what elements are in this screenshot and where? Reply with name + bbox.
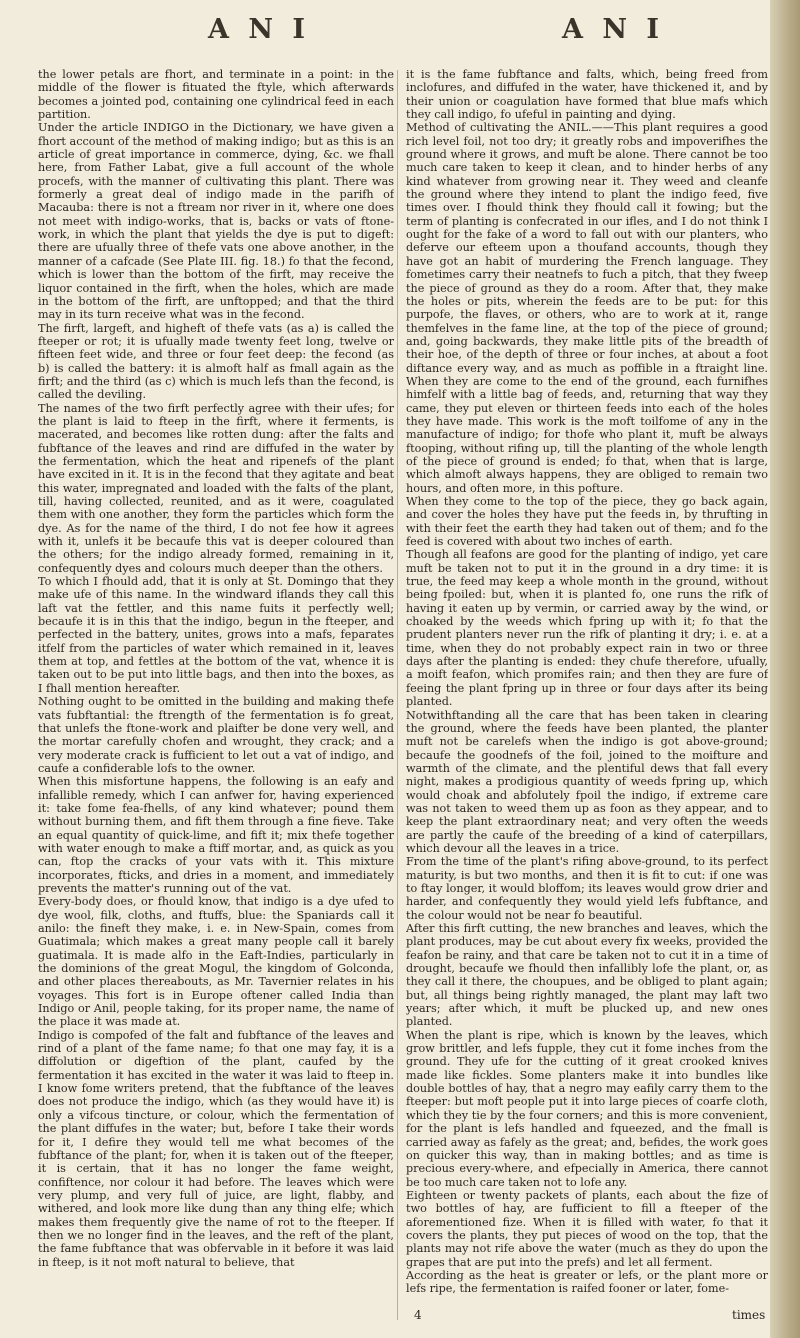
paragraph: the lower petals are fhort, and terminate in a point: in the middle of the flower is fituated the ftyle, which afterwards becomes a jointed pod, containing one cylindrical feed in each partition. bbox=[38, 68, 394, 122]
paragraph: Notwithftanding all the care that has been taken in clearing the ground, where the feeds have been planted, the planter muft not be carelefs when the indigo is got above-ground; becaufe the goodnefs of the foil, joined to the moifture and warmth of the climate, and the plentiful dews that fall every night, makes a prodigious quantity of weeds fpring up, which would choak and abfolutely fpoil the indigo, if extreme care was not taken to weed them up as foon as they appear, and to keep the plant extraordinary neat; and very often the weeds are partly the caufe of the breeding of a kind of caterpillars, which devour all the leaves in a trice. bbox=[406, 708, 768, 855]
paragraph: When they come to the top of the piece, they go back again, and cover the holes they have put the feeds in, by thrufting in with their feet the earth they had taken out of them; and fo the feed is covered with about two inches of earth. bbox=[406, 495, 768, 549]
running-header-right: A N I bbox=[562, 14, 665, 45]
paragraph: From the time of the plant's rifing above-ground, to its perfect maturity, is but two months, and then it is fit to cut: if one was to ftay longer, it would bloffom; its leaves would grow drier and harder, and confequently they would yield lefs fubftance, and the colour would not be near fo beautiful. bbox=[406, 855, 768, 922]
paragraph: Though all feafons are good for the planting of indigo, yet care muft be taken not to put it in the ground in a dry time: it is true, the feed may keep a whole month in the ground, without being fpoiled: but, when it is planted fo, one runs the rifk of having it eaten up by vermin, or carried away by the wind, or choaked by the weeds which fpring up with it; fo that the prudent planters never run the rifk of planting it dry; i. e. at a time, when they do not probably expect rain in two or three days after the planting is ended: they chufe therefore, ufually, a moift feafon, which promifes rain; and then they are fure of feeing the plant fpring up in three or four days after its being planted. bbox=[406, 548, 768, 709]
running-header-left: A N I bbox=[208, 14, 311, 45]
paragraph: The firft, largeft, and higheft of thefe vats (as a) is called the fteeper or rot; it is ufually made twenty feet long, twelve or fifteen feet wide, and three or four feet deep: the fecond (as b) is called the battery: it is almoft half as fmall again as the firft; and the third (as c) which is much lefs than the fecond, is called the deviling. bbox=[38, 321, 394, 402]
signature-mark: 4 bbox=[414, 1308, 422, 1322]
paragraph: When the plant is ripe, which is known by the leaves, which grow brittler, and lefs fupple, they cut it fome inches from the ground. They ufe for the cutting of it great crooked knives made like fickles. Some planters make it into bundles like double bottles of hay, that a negro may eafily carry them to the fteeper: but moft people put it into large pieces of coarfe cloth, which they tie by the four corners; and this is more convenient, for the plant is lefs handled and fqueezed, and the fmall is carried away as fafely as the great; and, befides, the work goes on quicker this way, than in making bottles; and as time is precious every-where, and efpecially in America, there cannot be too much care taken not to lofe any. bbox=[406, 1028, 768, 1189]
paragraph: Every-body does, or fhould know, that indigo is a dye ufed to dye wool, filk, cloths, and ftuffs, blue: the Spaniards call it anilo: the fineft they make, i. e. in New-Spain, comes from Guatimala; which makes a great many people call it barely guatimala. It is made alfo in the Eaft-Indies, particularly in the dominions of the great Mogul, the kingdom of Golconda, and other places thereabouts, as Mr. Tavernier relates in his voyages. This fort is in Europe oftener called India than Indigo or Anil, people taking, for its proper name, the name of the place it was made at. bbox=[38, 895, 394, 1029]
paragraph: it is the fame fubftance and falts, which, being freed from inclofures, and diffufed in the water, have thickened it, and by their union or coagulation have formed that blue mafs which they call indigo, fo ufeful in painting and dying. bbox=[406, 68, 768, 122]
page-edge-shadow bbox=[770, 0, 800, 1338]
catchword: times bbox=[732, 1308, 766, 1322]
paragraph: After this firft cutting, the new branches and leaves, which the plant produces, may be cut about every fix weeks, provided the feafon be rainy, and that care be taken not to cut it in a time of drought, becaufe we fhould then infallibly lofe the plant, or, as they call it there, the choupues, and be obliged to plant again; but, all things being rightly managed, the plant may laft two years; after which, it muft be plucked up, and new ones planted. bbox=[406, 922, 768, 1029]
paragraph: To which I fhould add, that it is only at St. Domingo that they make ufe of this name. In the windward iflands they call this laft vat the fettler, and this name fuits it perfectly well; becaufe it is in this that the indigo, begun in the fteeper, and perfected in the battery, unites, grows into a mafs, feparates itfelf from the particles of water which remained in it, leaves them at top, and fettles at the bottom of the vat, whence it is taken out to be put into little bags, and then into the boxes, as I fhall mention hereafter. bbox=[38, 575, 394, 695]
paragraph: The names of the two firft perfectly agree with their ufes; for the plant is laid to fteep in the firft, where it ferments, is macerated, and becomes like rotten dung: after the falts and fubftance of the leaves and rind are diffufed in the water by the fermentation, which the heat and ripenefs of the plant have excited in it. It is in the fecond that they agitate and beat this water, impregnated and loaded with the falts of the plant, till, having collected, reunited, and as it were, coagulated them with one another, they form the particles which form the dye. As for the name of the third, I do not fee how it agrees with it, unlefs it be becaufe this vat is deeper coloured than the others; for the indigo already formed, remaining in it, confequently dyes and colours much deeper than the others. bbox=[38, 401, 394, 575]
left-text-column bbox=[38, 68, 394, 1323]
paragraph: According as the heat is greater or lefs, or the plant more or lefs ripe, the fermentation is raifed fooner or later, fome- bbox=[406, 1268, 768, 1296]
paragraph: Eighteen or twenty packets of plants, each about the fize of two bottles of hay, are fufficient to fill a fteeper of the aforementioned fize. When it is filled with water, fo that it covers the plants, they put pieces of wood on the top, that the plants may not rife above the water (much as they do upon the grapes that are put into the prefs) and let all ferment. bbox=[406, 1188, 768, 1269]
paragraph: Under the article INDIGO in the Dictionary, we have given a fhort account of the method of making indigo; but as this is an article of great importance in commerce, dying, &c. we fhall here, from Father Labat, give a full account of the whole procefs, with the manner of cultivating this plant. There was formerly a great deal of indigo made in the parifh of Macauba: there is not a ftream nor river in it, where one does not meet with indigo-works, that is, backs or vats of ftone-work, in which the plant that yields the dye is put to digeft: there are ufually three of thefe vats one above another, in the manner of a cafcade (See Plate III. fig. 18.) fo that the fecond, which is lower than the bottom of the firft, may receive the liquor contained in the firft, when the holes, which are made in the bottom of the firft, are unftopped; and that the third may in its turn receive what was in the fecond. bbox=[38, 121, 394, 322]
right-text-column bbox=[406, 68, 768, 1323]
paragraph: Indigo is compofed of the falt and fubftance of the leaves and rind of a plant of the fame name; fo that one may fay, it is a diffolution or digeftion of the plant, caufed by the fermentation it has excited in the water it was laid to fteep in. I know fome writers pretend, that the fubftance of the leaves does not produce the indigo, which (as they would have it) is only a vifcous tincture, or colour, which the fermentation of the plant diffufes in the water; but, before I take their words for it, I defire they would tell me what becomes of the fubftance of the plant; for, when it is taken out of the fteeper, it is certain, that it has no longer the fame weight, confiftence, nor colour it had before. The leaves which were very plump, and very full of juice, are light, flabby, and withered, and look more like dung than any thing elfe; which makes them frequently give the name of rot to the fteeper. If then we no longer find in the leaves, and the reft of the plant, the fame fubftance that was obfervable in it before it was laid in fteep, is it not moft natural to believe, that bbox=[38, 1028, 394, 1269]
paragraph: When this misfortune happens, the following is an eafy and infallible remedy, which I can anfwer for, having experienced it: take fome fea-fhells, of any kind whatever; pound them without burning them, and fift them through a fine fieve. Take an equal quantity of quick-lime, and fift it; mix thefe together with water enough to make a ftiff mortar, and, as quick as you can, ftop the cracks of your vats with it. This mixture incorporates, fticks, and dries in a moment, and immediately prevents the matter's running out of the vat. bbox=[38, 775, 394, 895]
paragraph: Nothing ought to be omitted in the building and making thefe vats fubftantial: the ftrength of the fermentation is fo great, that unlefs the ftone-work and plaifter be done very well, and the mortar carefully chofen and wrought, they crack; and a very moderate crack is fufficient to let out a vat of indigo, and caufe a confiderable lofs to the owner. bbox=[38, 695, 394, 775]
paragraph: Method of cultivating the ANIL.——This plant requires a good rich level foil, not too dry; it greatly robs and impoverifhes the ground where it grows, and muft be alone. There cannot be too much care taken to keep it clean, and to hinder herbs of any kind whatever from growing near it. They weed and cleanfe the ground where they intend to plant the indigo feed, five times over. I fhould think they fhould call it fowing; but the term of planting is confecrated in our ifles, and I do not think I ought for the fake of a word to fall out with our planters, who deferve our efteem upon a thoufand accounts, though they have got an habit of murdering the French language. They fometimes carry their neatnefs to fuch a pitch, that they fweep the piece of ground as they do a room. After that, they make the holes or pits, wherein the feeds are to be put: for this purpofe, the flaves, or others, who are to work at it, range themfelves in the fame line, at the top of the piece of ground; and, going backwards, they make little pits of the breadth of their hoe, of the depth of three or four inches, at about a foot diftance every way, and as much as poffible in a ftraight line. When they are come to the end of the ground, each furnifhes himfelf with a little bag of feeds, and, returning that way they came, they put eleven or thirteen feeds into each of the holes they have made. This work is the moft toilfome of any in the manufacture of indigo; for thofe who plant it, muft be always ftooping, without rifing up, till the planting of the whole length of the piece of ground is ended; fo that, when that is large, which almoft always happens, they are obliged to remain two hours, and often more, in this pofture. bbox=[406, 121, 768, 495]
column-divider bbox=[397, 70, 398, 1320]
